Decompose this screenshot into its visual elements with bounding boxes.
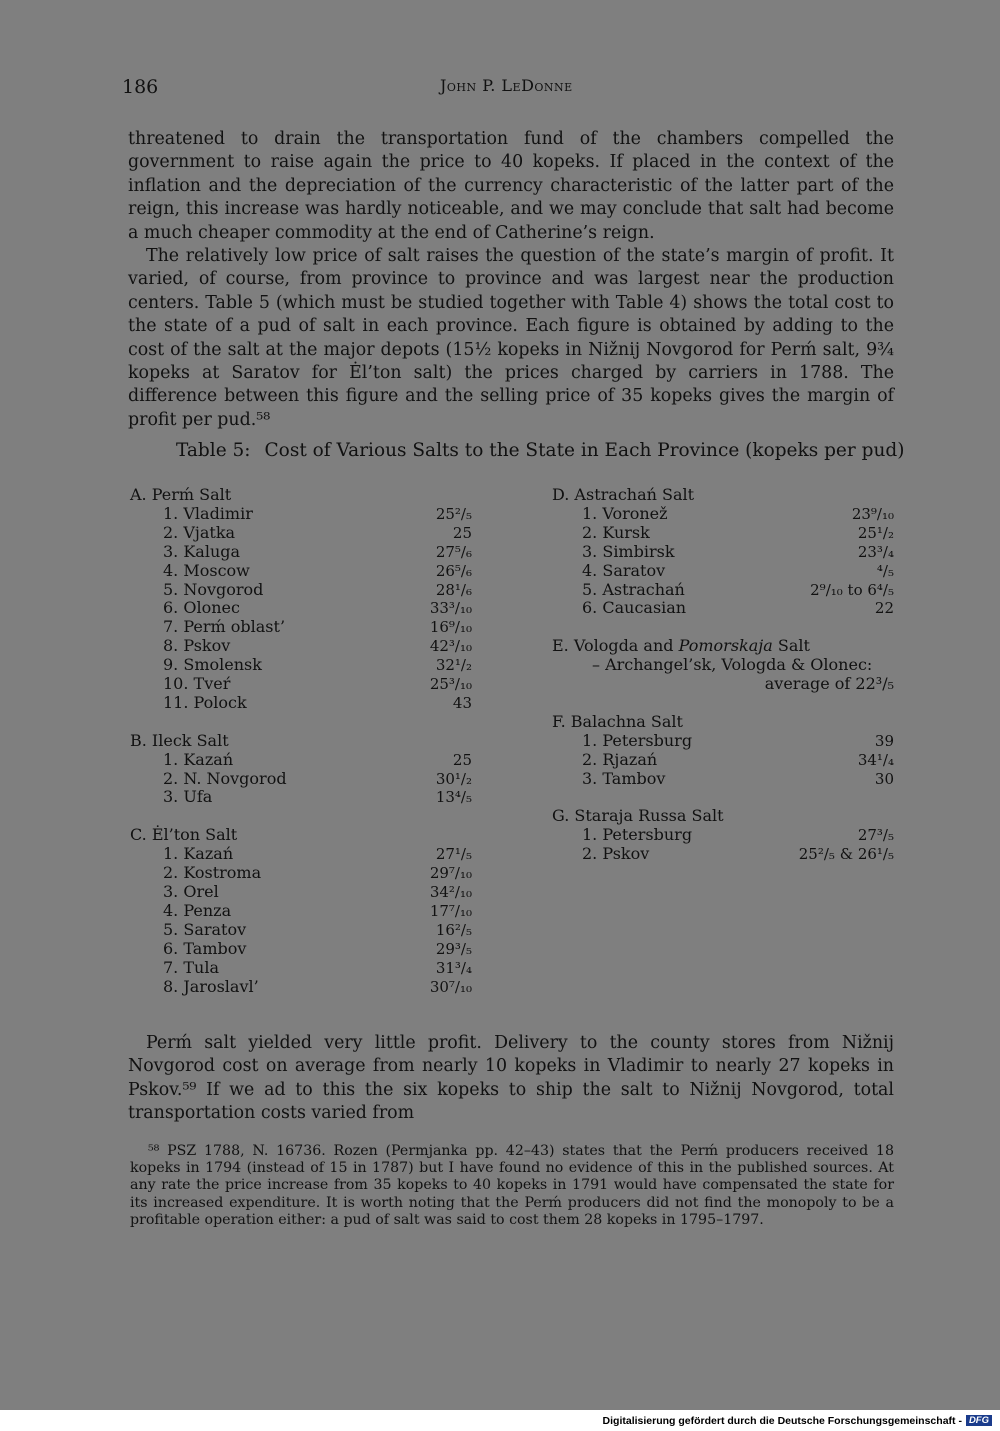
cost-value: 27¹/₅ (435, 845, 472, 864)
group-title: G. Staraja Russa Salt (552, 806, 724, 826)
province-name: 5. Astrachań (582, 579, 685, 599)
table-row (552, 599, 894, 618)
cost-value: 26⁵/₆ (435, 561, 472, 580)
cost-value: 29⁷/₁₀ (429, 864, 472, 883)
cost-value: 25¹/₂ (857, 523, 894, 542)
province-name: 6. Caucasian (582, 598, 687, 618)
cost-value: 29³/₅ (435, 939, 472, 958)
cost-value: ⁴/₅ (876, 561, 894, 580)
cost-value: 27³/₅ (857, 826, 894, 845)
group-title (552, 637, 894, 656)
table-row (552, 562, 894, 581)
table-row (130, 978, 472, 997)
province-name: 3. Kaluga (163, 541, 241, 561)
table-row (130, 675, 472, 694)
cost-value: 30¹/₂ (435, 769, 472, 788)
province-name: 7. Perḿ oblast’ (163, 617, 286, 637)
group-title-prefix: E. Vologda and (552, 636, 679, 656)
cost-value: 23⁹/₁₀ (851, 504, 894, 523)
table-row (130, 751, 472, 770)
cost-value: 2⁹/₁₀ to 6⁴/₅ (810, 580, 894, 599)
province-name: 1. Voronež (582, 503, 668, 523)
province-name: 11. Polock (163, 692, 247, 712)
cost-value: 16⁹/₁₀ (429, 618, 472, 637)
table-row (552, 770, 894, 789)
cost-value: 16²/₅ (435, 920, 472, 939)
cost-value: 28¹/₆ (435, 580, 472, 599)
table-row (552, 845, 894, 864)
body-text (128, 128, 894, 432)
footnote-text: ⁵⁸ PSZ 1788, N. 16736. Rozen (Permjanka pp. 42–43) states that the Perḿ producers received 18 kopeks in 1794 (instead of 15 in 1787) but I have found no evidence of this in the published sources. At any rate the price increase from 35 kopeks to 40 kopeks in 1791 would have compensated the state for its increased expenditure. It is worth noting that the Perḿ producers did not find the monopoly to be a profitable operation either: a pud of salt was said to cost them 28 kopeks in 1795–1797. (130, 1143, 894, 1228)
table-row (130, 883, 472, 902)
province-name: 1. Vladimir (163, 503, 253, 523)
salt-group (130, 486, 472, 713)
table-row (552, 505, 894, 524)
group-title-suffix: Salt (772, 636, 810, 656)
table-row (552, 581, 894, 600)
province-name: 2. Rjazań (582, 749, 658, 769)
province-name: 1. Petersburg (582, 825, 693, 845)
salt-group (130, 826, 472, 996)
table-row (130, 902, 472, 921)
page-number: 186 (122, 76, 159, 98)
table-row (552, 751, 894, 770)
closing-text (128, 1032, 894, 1126)
table-caption-text: Cost of Various Salts to the State in Each Province (kopeks per pud) (264, 440, 905, 461)
province-name: 3. Ufa (163, 787, 213, 807)
cost-value: 25 (452, 523, 472, 542)
table-row (130, 599, 472, 618)
province-name: 2. Kostroma (163, 863, 262, 883)
group-title-italic: Pomorskaja (678, 636, 773, 656)
province-name: 2. Vjatka (163, 522, 236, 542)
group-f (552, 713, 894, 789)
group-note: – Archangel’sk, Vologda & Olonec: (592, 655, 873, 675)
cost-value: 34¹/₄ (857, 750, 894, 769)
province-name: 4. Saratov (582, 560, 666, 580)
cost-value: 17⁷/₁₀ (429, 901, 472, 920)
dfg-logo: DFG (966, 1415, 992, 1426)
running-head: John P. LeDonne (440, 76, 573, 95)
table-left-column (130, 486, 472, 1015)
cost-value: 34²/₁₀ (429, 883, 472, 901)
table-caption (176, 440, 904, 461)
province-name: 3. Simbirsk (582, 541, 675, 561)
cost-value: 43 (452, 693, 472, 712)
salt-group (130, 732, 472, 808)
cost-value: 13⁴/₅ (435, 788, 472, 807)
province-name: 2. Kursk (582, 522, 650, 542)
group-e (552, 637, 894, 694)
province-name: 5. Saratov (163, 919, 247, 939)
table-row (130, 864, 472, 883)
cost-value: 39 (874, 731, 894, 750)
table-row (130, 959, 472, 978)
province-name: 5. Novgorod (163, 579, 264, 599)
cost-value: 25²/₅ & 26¹/₅ (798, 845, 894, 864)
table-row (130, 543, 472, 562)
province-name: 4. Moscow (163, 560, 250, 580)
province-name: 3. Tambov (582, 768, 666, 788)
cost-value: 25 (452, 750, 472, 769)
paragraph: Perḿ salt yielded very little profit. Delivery to the county stores from Nižnij Novgorod cost on average from nearly 10 kopeks in Vladimir to nearly 27 kopeks in Pskov.⁵⁹ If we ad to this the six kopeks to ship the salt to Nižnij Novgorod, total transportation costs varied from (128, 1033, 894, 1124)
paragraph: The relatively low price of salt raises the question of the state’s margin of profit. It varied, of course, from province to province and was largest near the production centers. Table 5 (which must be studied together with Table 4) shows the total cost to the state of a pud of salt in each province. Each figure is obtained by adding to the cost of the salt at the major depots (15½ kopeks in Nižnij Novgorod for Perḿ salt, 9¾ kopeks at Saratov for Ėl’ton salt) the prices charged by carriers in 1788. The difference between this figure and the selling price of 35 kopeks gives the margin of profit per pud.⁵⁸ (128, 246, 894, 430)
cost-value: 27⁵/₆ (435, 542, 472, 561)
province-name: 8. Jaroslavl’ (163, 976, 259, 996)
table-row (130, 788, 472, 807)
province-name: 2. N. Novgorod (163, 768, 287, 788)
table-caption-label: Table 5: (176, 440, 251, 461)
province-name: 7. Tula (163, 957, 219, 977)
province-name: 1. Petersburg (582, 730, 693, 750)
table-row (552, 826, 894, 845)
table-row (130, 505, 472, 524)
credit-bar (0, 1410, 1000, 1431)
province-name: 8. Pskov (163, 636, 231, 656)
province-name: 3. Orel (163, 882, 219, 901)
cost-value: 33³/₁₀ (429, 599, 472, 618)
group-g (552, 807, 894, 864)
group-d (552, 486, 894, 618)
table-row (552, 524, 894, 543)
footnote (130, 1143, 894, 1229)
table-row (130, 656, 472, 675)
province-name: 9. Smolensk (163, 655, 262, 675)
province-name: 1. Kazań (163, 844, 234, 864)
province-name: 10. Tveŕ (163, 674, 231, 694)
table-row (130, 845, 472, 864)
table-row (130, 618, 472, 637)
group-title: B. Ileck Salt (130, 730, 229, 750)
group-title: D. Astrachań Salt (552, 485, 695, 504)
credit-text: Digitalisierung gefördert durch die Deutsche Forschungsgemeinschaft - (602, 1414, 962, 1427)
group-title: C. Ėl’ton Salt (130, 825, 238, 845)
province-name: 1. Kazań (163, 749, 234, 769)
cost-value: 25²/₅ (435, 504, 472, 523)
table-right-column (552, 486, 894, 883)
paragraph: threatened to drain the transportation fund of the chambers compelled the government to raise again the price to 40 kopeks. If placed in the context of the inflation and the depreciation of the currency characteristic of the latter part of the reign, this increase was hardly noticeable, and we may conclude that salt had become a much cheaper commodity at the end of Catherine’s reign. (128, 129, 894, 243)
table-row (552, 732, 894, 751)
province-name: 4. Penza (163, 900, 232, 920)
table-row (130, 581, 472, 600)
cost-value: 30⁷/₁₀ (429, 977, 472, 996)
group-average: average of 22³/₅ (764, 674, 894, 694)
province-name: 6. Tambov (163, 938, 247, 958)
table-row (130, 637, 472, 656)
province-name: 6. Olonec (163, 598, 240, 618)
table-row (130, 770, 472, 789)
cost-value: 31³/₄ (435, 958, 472, 977)
table-row (552, 543, 894, 562)
group-title: F. Balachna Salt (552, 711, 683, 731)
cost-value: 32¹/₂ (435, 656, 472, 675)
cost-value: 30 (874, 769, 894, 788)
table-row (130, 921, 472, 940)
cost-value: 42³/₁₀ (429, 637, 472, 656)
table-row (130, 694, 472, 713)
group-title: A. Perḿ Salt (130, 485, 232, 504)
table-row (130, 562, 472, 581)
cost-value: 23³/₄ (857, 542, 894, 561)
cost-value: 22 (874, 599, 894, 618)
table-row (130, 940, 472, 959)
cost-value: 25³/₁₀ (429, 675, 472, 694)
province-name: 2. Pskov (582, 844, 650, 864)
table-row (130, 524, 472, 543)
